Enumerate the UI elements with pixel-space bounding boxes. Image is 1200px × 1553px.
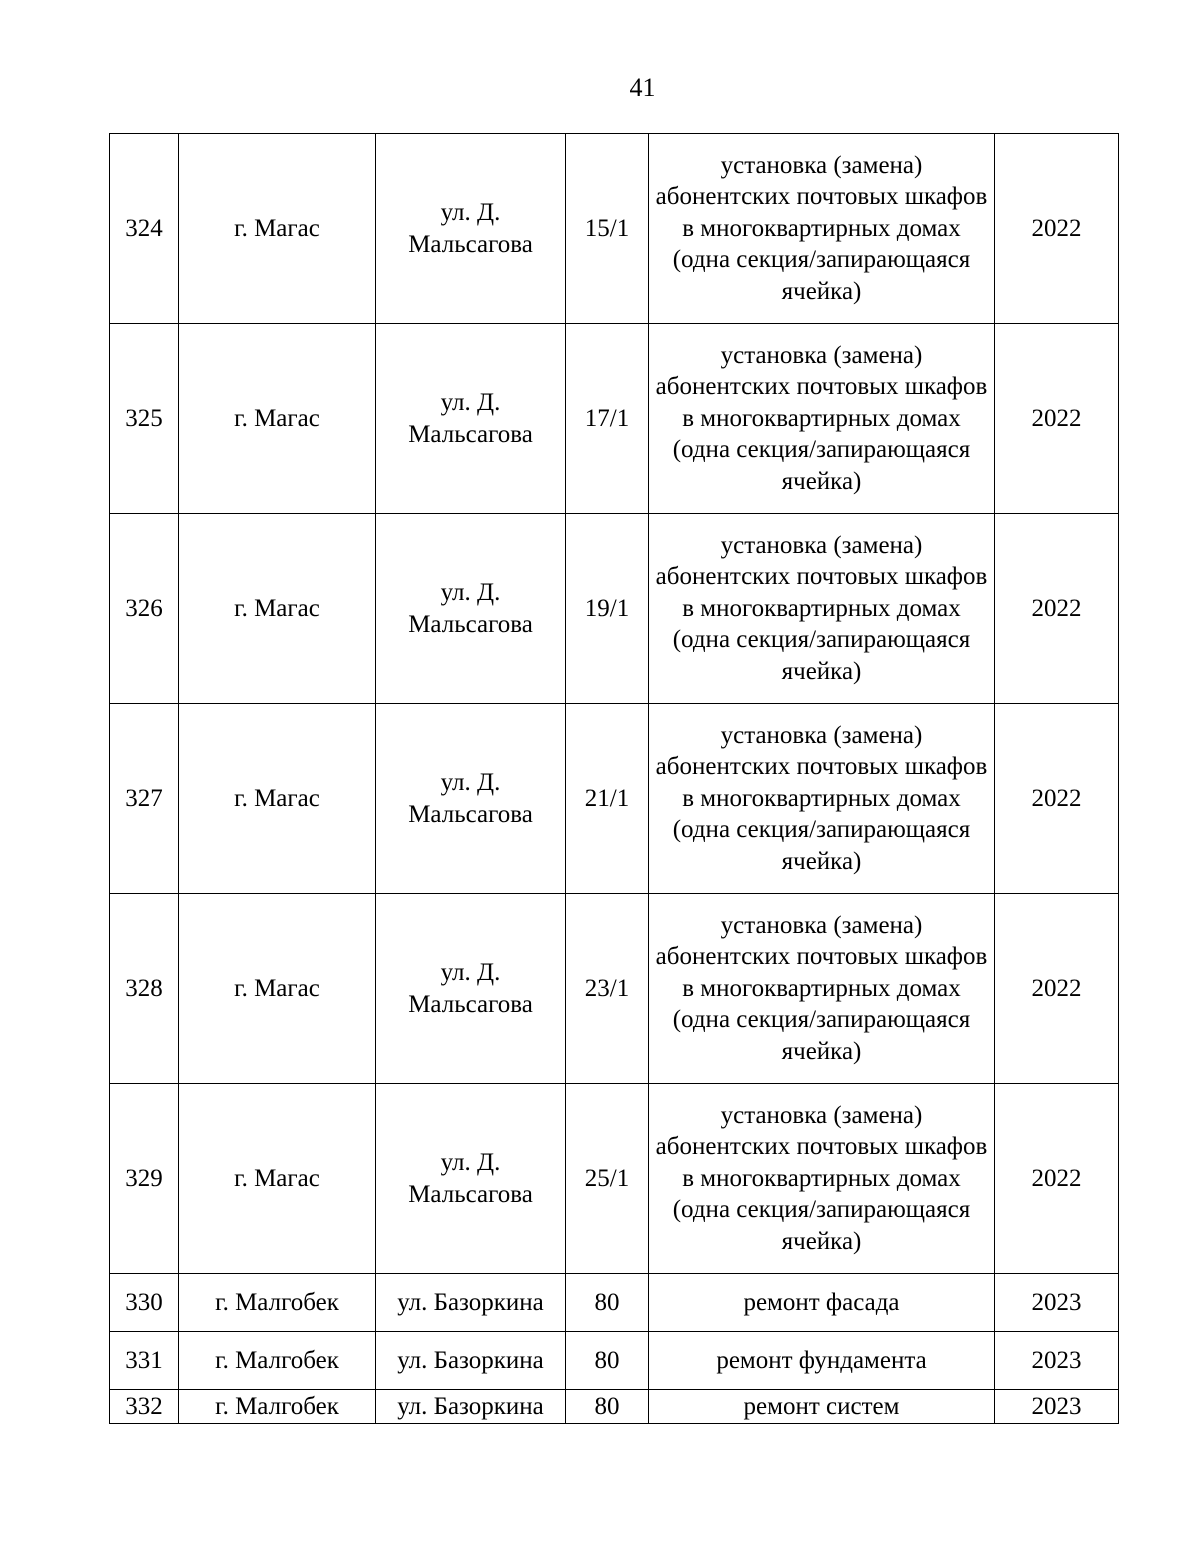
street-cell: ул. Д. Мальсагова — [376, 704, 566, 894]
row-number: 326 — [110, 514, 179, 704]
year-cell: 2022 — [995, 134, 1119, 324]
house-cell: 15/1 — [566, 134, 649, 324]
table-row — [110, 1274, 1119, 1332]
city-cell: г. Малгобек — [179, 1274, 376, 1332]
work-type-cell: установка (замена) абонентских почтовых шкафов в многоквартирных домах (одна секция/запирающаяся ячейка) — [649, 324, 995, 514]
year-cell: 2022 — [995, 894, 1119, 1084]
city-cell: г. Магас — [179, 324, 376, 514]
work-type-cell: установка (замена) абонентских почтовых шкафов в многоквартирных домах (одна секция/запирающаяся ячейка) — [649, 1084, 995, 1274]
work-type-cell: установка (замена) абонентских почтовых шкафов в многоквартирных домах (одна секция/запирающаяся ячейка) — [649, 134, 995, 324]
table-row — [110, 1390, 1119, 1424]
city-cell: г. Магас — [179, 894, 376, 1084]
street-cell: ул. Базоркина — [376, 1274, 566, 1332]
year-cell: 2023 — [995, 1390, 1119, 1424]
table-row — [110, 134, 1119, 324]
house-cell: 21/1 — [566, 704, 649, 894]
work-type-cell: ремонт фундамента — [649, 1332, 995, 1390]
house-cell: 80 — [566, 1390, 649, 1424]
year-cell: 2022 — [995, 1084, 1119, 1274]
street-cell: ул. Базоркина — [376, 1390, 566, 1424]
house-cell: 25/1 — [566, 1084, 649, 1274]
city-cell: г. Малгобек — [179, 1332, 376, 1390]
row-number: 325 — [110, 324, 179, 514]
year-cell: 2022 — [995, 704, 1119, 894]
work-type-cell: установка (замена) абонентских почтовых шкафов в многоквартирных домах (одна секция/запирающаяся ячейка) — [649, 514, 995, 704]
house-cell: 23/1 — [566, 894, 649, 1084]
page-number: 41 — [629, 73, 656, 102]
house-cell: 19/1 — [566, 514, 649, 704]
row-number: 327 — [110, 704, 179, 894]
house-cell: 80 — [566, 1274, 649, 1332]
city-cell: г. Магас — [179, 514, 376, 704]
street-cell: ул. Д. Мальсагова — [376, 324, 566, 514]
row-number: 330 — [110, 1274, 179, 1332]
street-cell: ул. Д. Мальсагова — [376, 134, 566, 324]
work-type-cell: установка (замена) абонентских почтовых шкафов в многоквартирных домах (одна секция/запирающаяся ячейка) — [649, 894, 995, 1084]
table-row — [110, 1084, 1119, 1274]
street-cell: ул. Д. Мальсагова — [376, 894, 566, 1084]
row-number: 324 — [110, 134, 179, 324]
table-row — [110, 704, 1119, 894]
work-type-cell: установка (замена) абонентских почтовых шкафов в многоквартирных домах (одна секция/запирающаяся ячейка) — [649, 704, 995, 894]
city-cell: г. Магас — [179, 134, 376, 324]
year-cell: 2022 — [995, 324, 1119, 514]
year-cell: 2023 — [995, 1332, 1119, 1390]
street-cell: ул. Д. Мальсагова — [376, 1084, 566, 1274]
table-row — [110, 514, 1119, 704]
table-row — [110, 1332, 1119, 1390]
city-cell: г. Малгобек — [179, 1390, 376, 1424]
work-type-cell: ремонт систем — [649, 1390, 995, 1424]
house-cell: 80 — [566, 1332, 649, 1390]
street-cell: ул. Базоркина — [376, 1332, 566, 1390]
street-cell: ул. Д. Мальсагова — [376, 514, 566, 704]
table-row — [110, 324, 1119, 514]
table-row — [110, 894, 1119, 1084]
row-number: 331 — [110, 1332, 179, 1390]
city-cell: г. Магас — [179, 704, 376, 894]
row-number: 328 — [110, 894, 179, 1084]
year-cell: 2023 — [995, 1274, 1119, 1332]
works-table — [109, 133, 1119, 1424]
year-cell: 2022 — [995, 514, 1119, 704]
work-type-cell: ремонт фасада — [649, 1274, 995, 1332]
row-number: 329 — [110, 1084, 179, 1274]
city-cell: г. Магас — [179, 1084, 376, 1274]
house-cell: 17/1 — [566, 324, 649, 514]
row-number: 332 — [110, 1390, 179, 1424]
